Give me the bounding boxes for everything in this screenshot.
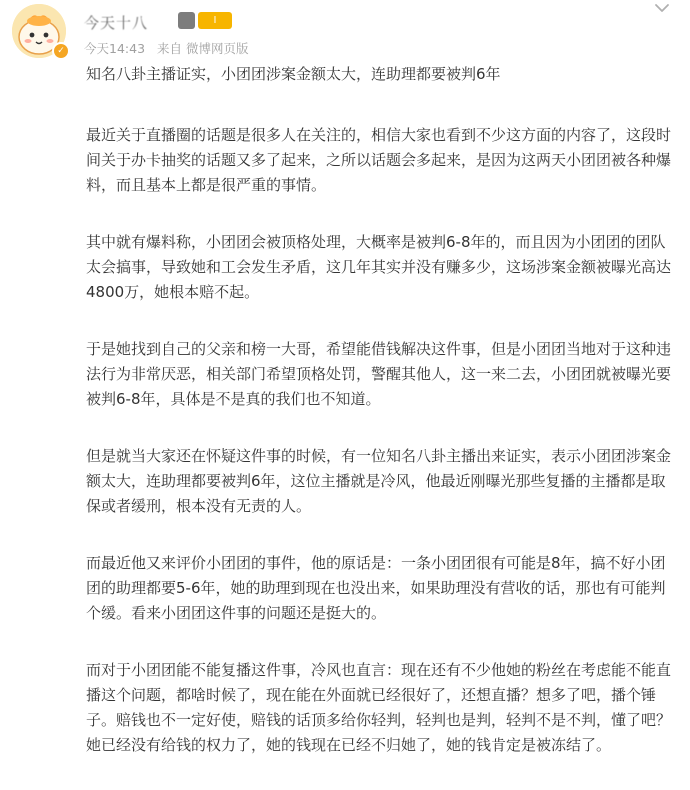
post-meta [84,39,257,57]
post-header [0,0,690,64]
verified-badge-icon: ✓ [52,42,70,60]
post-content [86,62,676,790]
post-paragraph-3: 于是她找到自己的父亲和榜一大哥，希望能借钱解决这件事，但是小团团当地对于这种违法行为非常厌恶，相关部门希望顶格处罚，警醒其他人，这一来二去，小团团就被曝光要被判6-8年，具体是不是真的我们也不知道。 [86,340,672,408]
user-badges [178,12,232,29]
post-paragraph-6: 而对于小团团能不能复播这件事，冷风也直言：现在还有不少他她的粉丝在考虑能不能直播这个问题，都啥时候了，现在能在外面就已经很好了，还想直播？想多了吧，播个锤子。赔钱也不一定好使，赔钱的话顶多给你轻判，轻判也是判，轻判不是不判，懂了吧？她已经没有给钱的权力了，她的钱现在已经不归她了，她的钱肯定是被冻结了。 [86,661,672,754]
post-paragraph-5: 而最近他又来评价小团团的事件，他的原话是：一条小团团很有可能是8年，搞不好小团团的助理都要5-6年，她的助理到现在也没出来，如果助理没有营收的话，那也有可能判个缓。看来小团团这件事的问题还是挺大的。 [86,554,666,622]
post-paragraph-4: 但是就当大家还在怀疑这件事的时候，有一位知名八卦主播出来证实，表示小团团涉案金额太大，连助理都要被判6年，这位主播就是冷风，他最近刚曝光那些复播的主播都是取保或者缓刑，根本没有无责的人。 [86,447,672,515]
post-paragraph-2: 其中就有爆料称，小团团会被顶格处理，大概率是被判6-8年的，而且因为小团团的团队太会搞事，导致她和工会发生矛盾，这几年其实并没有赚多少，这场涉案金额被曝光高达4800万，她根本赔不起。 [86,233,672,301]
chevron-down-icon[interactable] [652,0,672,16]
member-badge-icon [178,12,195,29]
post-paragraph-1: 最近关于直播圈的话题是很多人在关注的，相信大家也看到不少这方面的内容了，这段时间关于办卡抽奖的话题又多了起来，之所以话题会多起来，是因为这两天小团团被各种爆料，而且基本上都是很严重的事情。 [86,126,672,194]
post-time[interactable]: 今天14:43 [84,41,146,56]
username[interactable]: 今天十八 [84,14,149,32]
post-source: 来自 微博网页版 [157,41,249,56]
post-title: 知名八卦主播证实，小团团涉案金额太大，连助理都要被判6年 [86,65,501,83]
level-badge: I [198,12,232,29]
